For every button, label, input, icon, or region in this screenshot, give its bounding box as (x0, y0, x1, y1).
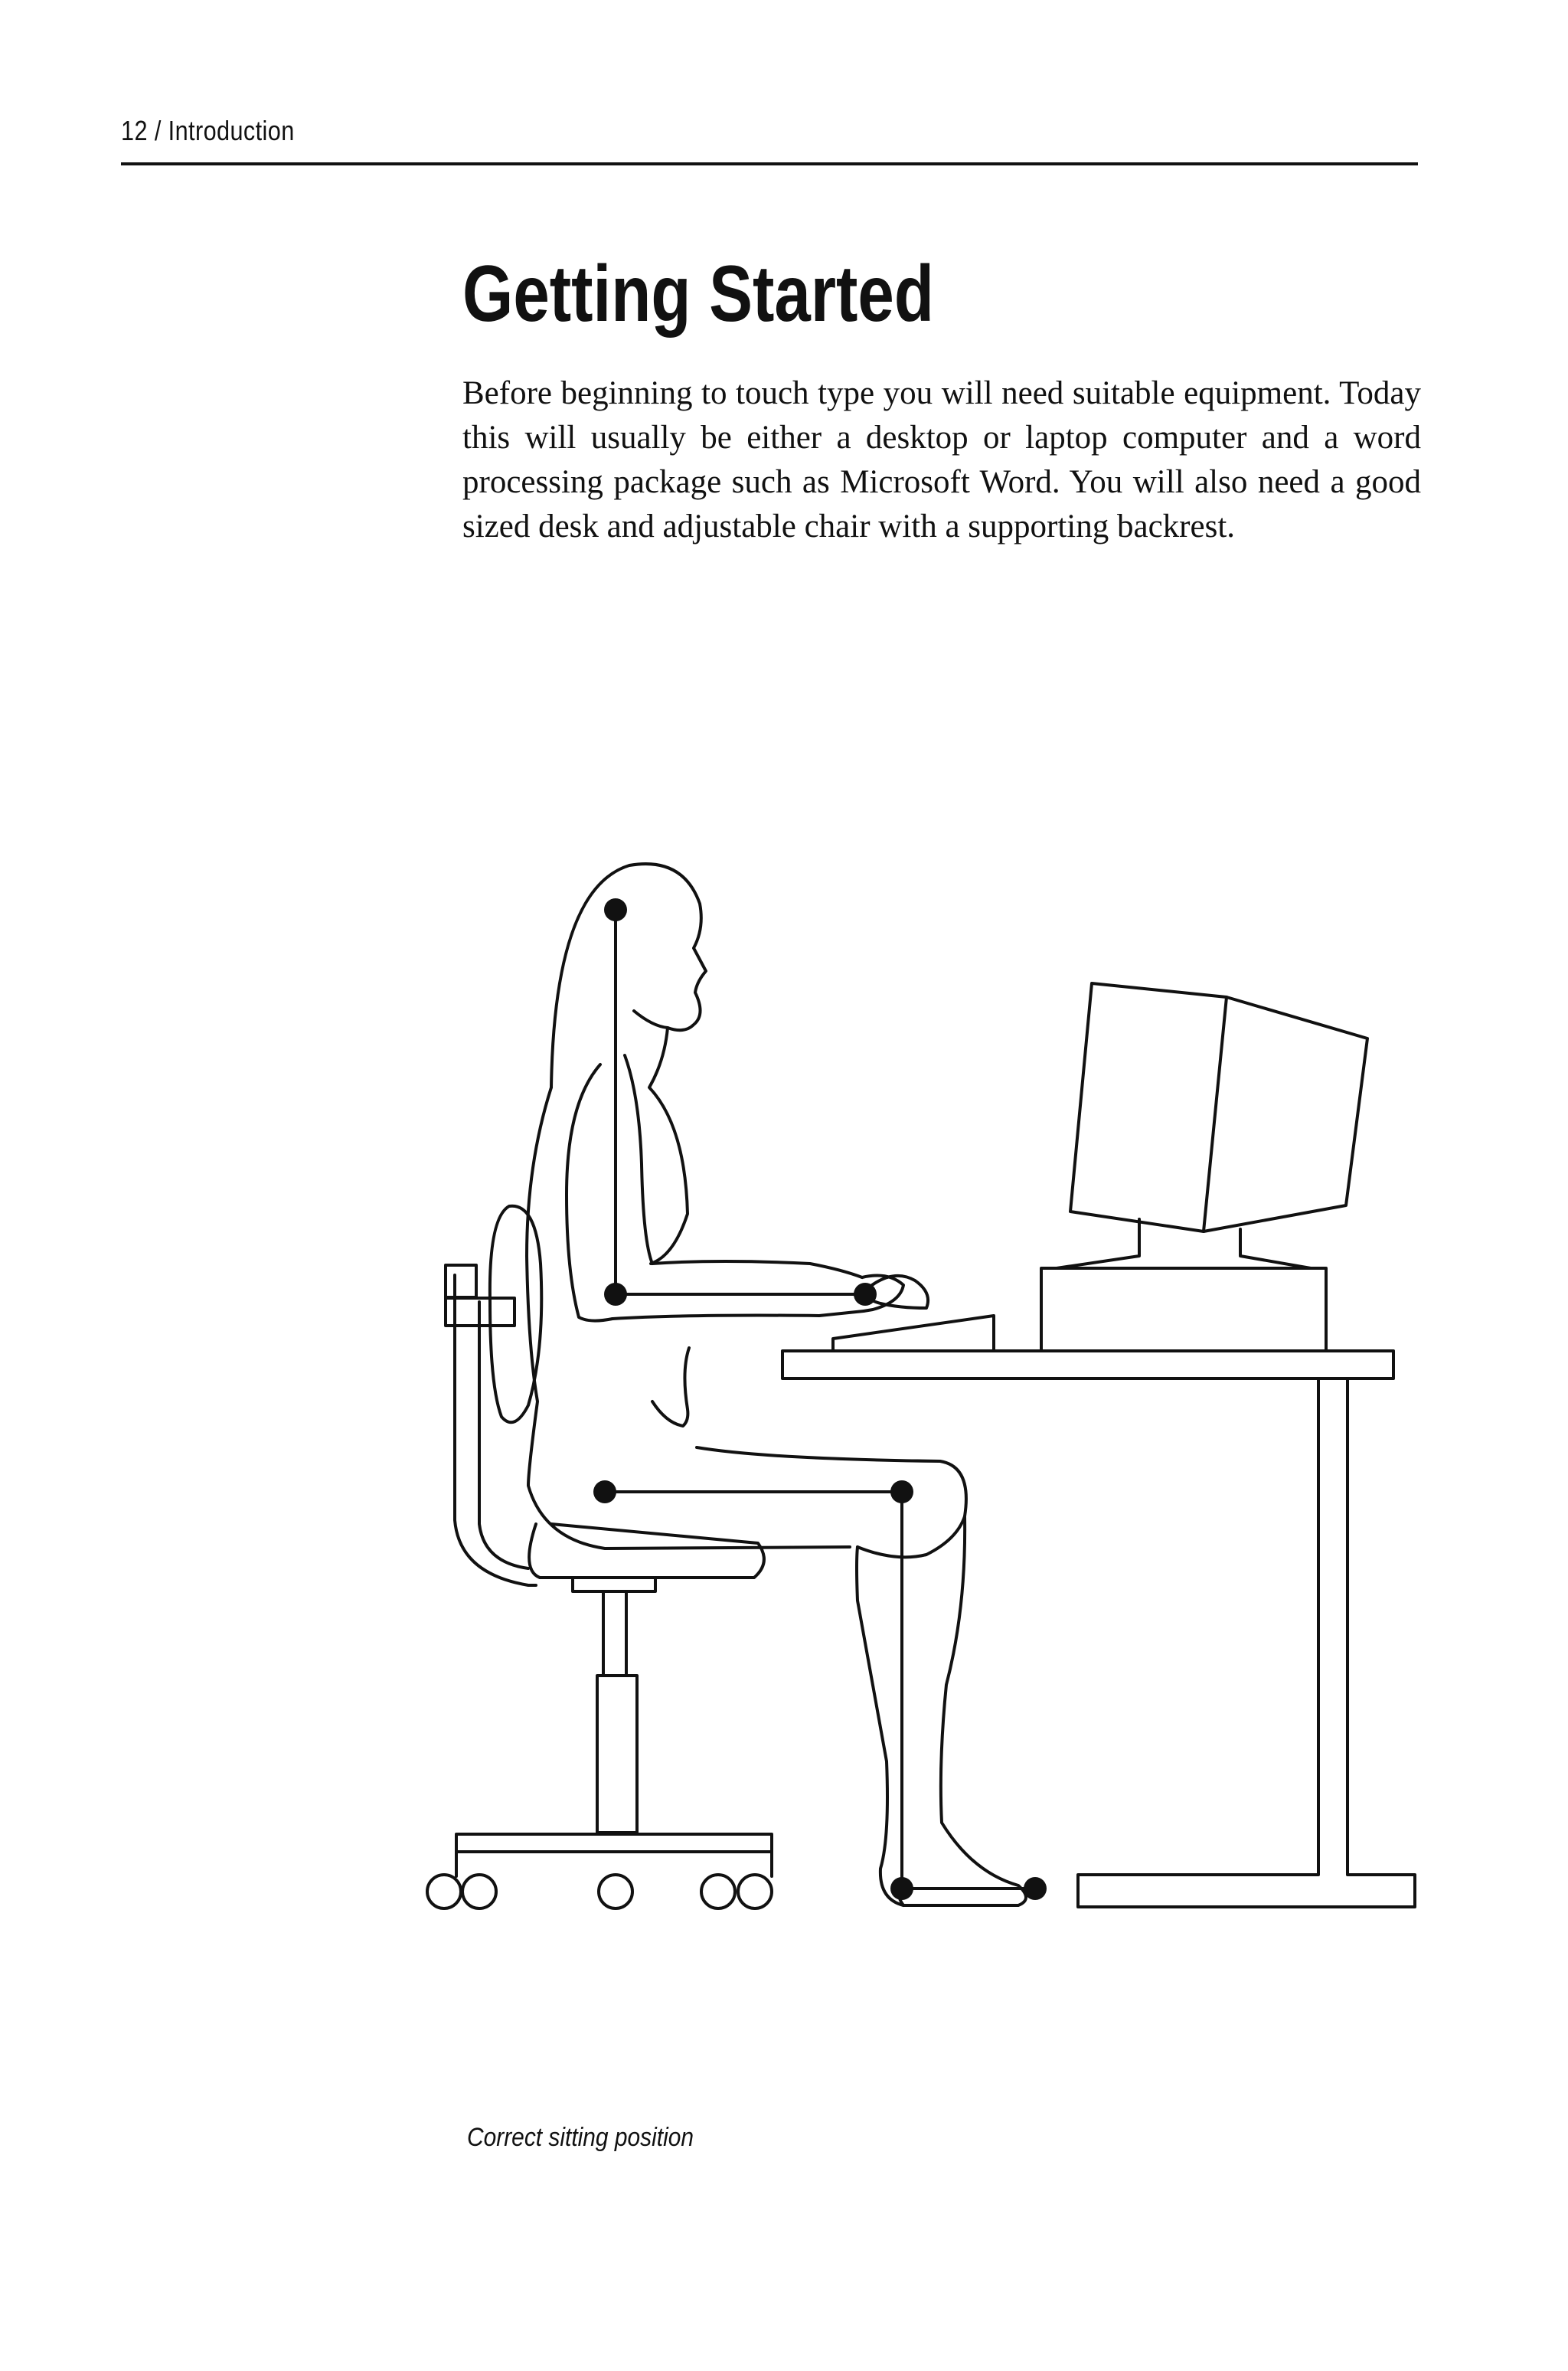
shoulder-joint-dot (604, 1283, 627, 1306)
chair-seat (529, 1524, 764, 1578)
knee-joint-dot (890, 1480, 913, 1503)
chair-base (456, 1834, 772, 1876)
chair-caster (427, 1875, 461, 1908)
chair-caster (462, 1875, 496, 1908)
chair-column-upper (603, 1591, 626, 1676)
posture-joint-markers (593, 898, 1047, 1900)
desk-leg (1078, 1378, 1415, 1907)
hip-joint-dot (593, 1480, 616, 1503)
figure-upper-arm (567, 1055, 652, 1321)
keyboard (833, 1316, 994, 1351)
head-joint-dot (604, 898, 627, 921)
chair-seat-mount (573, 1578, 655, 1591)
chair-caster (599, 1875, 632, 1908)
figure-torso-front (652, 1348, 689, 1426)
figure-head (551, 864, 706, 1087)
chair-caster (701, 1875, 735, 1908)
section-title: Getting Started (462, 250, 934, 338)
seated-figure (527, 864, 1032, 1905)
figure-caption: Correct sitting position (467, 2123, 694, 2152)
figure-shin (857, 1516, 1026, 1905)
computer (833, 983, 1367, 1351)
posture-guides (605, 910, 1035, 1889)
body-paragraph: Before beginning to touch type you will need suitable equipment. Today this will usually be either a desktop or laptop computer and a word processing package such as Microsoft Word. You will also need a good sized desk and adjustable chair with a supporting backrest. (462, 375, 1421, 545)
monitor-stand (1057, 1219, 1311, 1268)
chair-caster (738, 1875, 772, 1908)
running-head: 12 / Introduction (121, 115, 295, 146)
figure-forearm (612, 1261, 864, 1319)
figure-neck (649, 1028, 688, 1264)
chair-back-post (455, 1275, 536, 1585)
monitor-housing (1204, 997, 1367, 1231)
chair-back-bracket (446, 1265, 476, 1297)
system-unit (1041, 1268, 1326, 1351)
figure-back (527, 1087, 850, 1549)
office-chair (427, 1206, 772, 1908)
monitor-screen (1070, 983, 1227, 1231)
chair-column-lower (597, 1676, 637, 1833)
desk (782, 1351, 1415, 1907)
figure-foot (899, 1889, 1032, 1905)
desk-top (782, 1351, 1393, 1378)
ankle-joint-dot (890, 1877, 913, 1900)
toe-joint-dot (1024, 1877, 1047, 1900)
wrist-joint-dot (854, 1283, 877, 1306)
